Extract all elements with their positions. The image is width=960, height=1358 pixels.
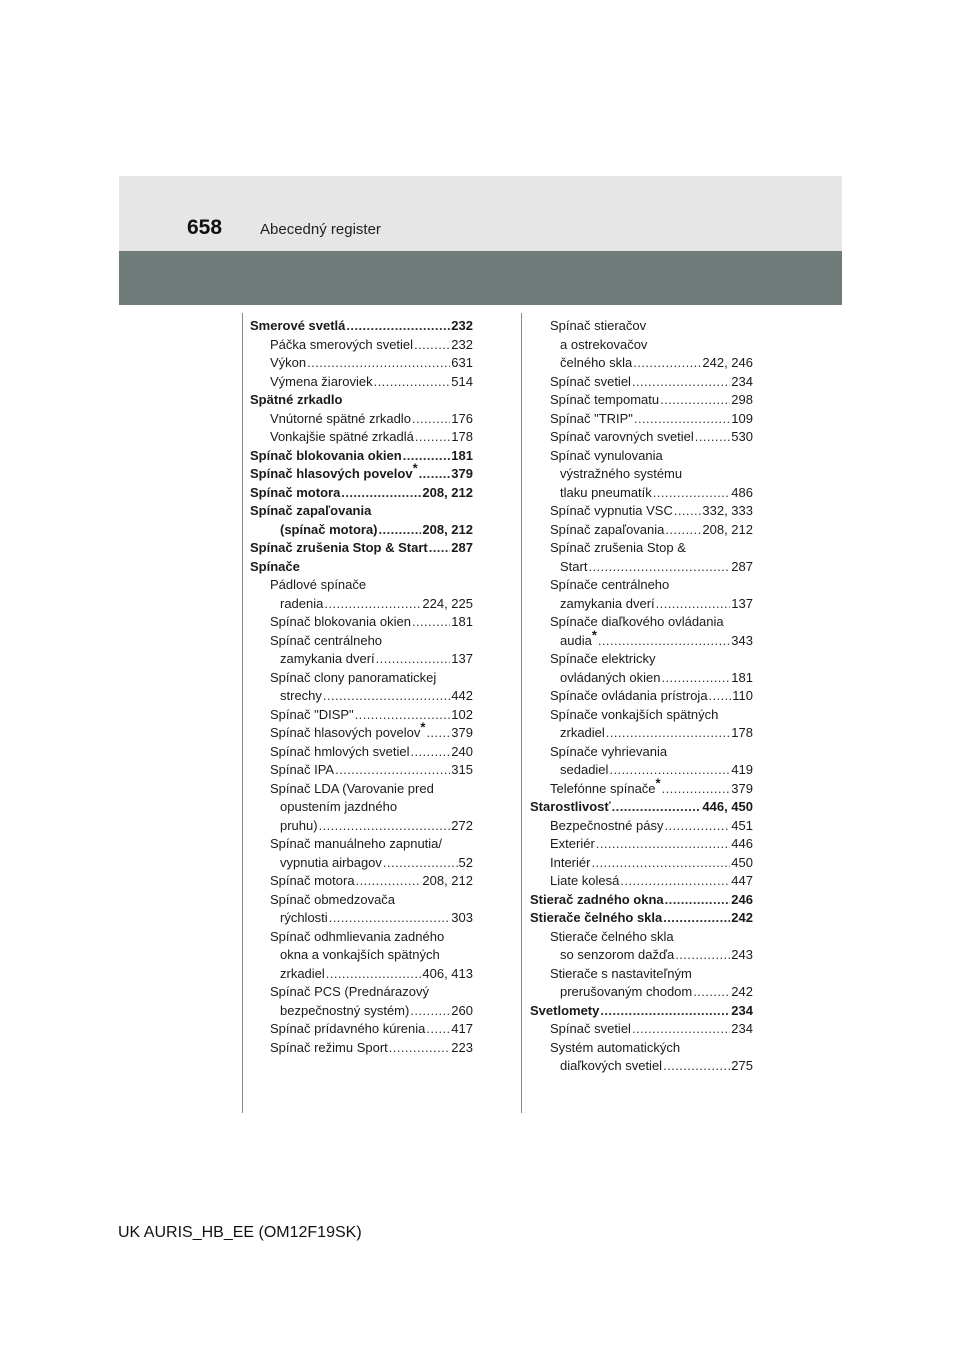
page-reference: 52 xyxy=(458,854,473,870)
index-entry-label: diaľkových svetiel xyxy=(560,1058,663,1073)
dot-leader xyxy=(633,354,701,373)
footnote-asterisk: * xyxy=(420,719,426,735)
index-entry xyxy=(250,447,473,466)
page-reference: 208, 212 xyxy=(422,521,473,537)
index-entry-label: rýchlosti xyxy=(280,910,328,925)
page-reference: 234 xyxy=(731,1002,753,1018)
index-entry xyxy=(530,872,753,891)
index-entry-label: Vonkajšie spätné zrkadlá xyxy=(270,429,414,444)
index-entry xyxy=(530,428,753,447)
index-entry-label: Exteriér xyxy=(550,836,595,851)
index-entry xyxy=(250,1002,473,1021)
index-entry-label: Liate kolesá xyxy=(550,873,620,888)
index-entry-label: zrkadiel xyxy=(560,725,605,740)
index-entry xyxy=(530,502,753,521)
index-entry-label: Stierače čelného skla xyxy=(550,928,674,944)
page-reference: 242 xyxy=(731,910,753,925)
index-entry-label: Spínač zrušenia Stop & Start xyxy=(250,540,428,555)
index-entry-label: zamykania dverí xyxy=(280,651,375,666)
index-entry xyxy=(250,928,473,947)
dot-leader xyxy=(632,373,730,392)
index-entry xyxy=(250,539,473,558)
dot-leader xyxy=(634,410,730,429)
page-reference: 137 xyxy=(451,651,473,666)
index-entry-label: zamykania dverí xyxy=(560,595,655,611)
index-entry xyxy=(250,336,473,355)
index-entry-label: výstražného systému xyxy=(560,466,683,481)
dot-leader xyxy=(656,595,731,614)
index-entry xyxy=(250,817,473,836)
page-reference: 234 xyxy=(731,373,753,389)
index-entry-label: Telefónne spínače* xyxy=(550,775,661,796)
dot-leader xyxy=(335,761,450,780)
page-reference: 208, 212 xyxy=(422,873,473,888)
page-reference: 442 xyxy=(451,688,473,703)
page-reference: 447 xyxy=(731,873,753,888)
page-reference: 406, 413 xyxy=(422,965,473,981)
index-entry xyxy=(530,761,753,780)
index-entry xyxy=(250,484,473,503)
page-reference: 181 xyxy=(451,447,473,463)
index-entry-label: Spínač manuálneho zapnutia/ xyxy=(270,836,443,851)
index-entry xyxy=(530,595,753,614)
index-entry-label: Spínače ovládania prístroja xyxy=(550,688,708,703)
column-divider-left xyxy=(242,313,243,1113)
index-entry xyxy=(530,928,753,947)
index-entry-label: Spínač obmedzovača xyxy=(270,891,396,907)
index-entry xyxy=(530,817,753,836)
index-entry-label: Spínač hlasových povelov* xyxy=(270,719,426,740)
index-entry xyxy=(250,410,473,429)
index-column-right xyxy=(530,317,753,1076)
dot-leader xyxy=(426,1020,450,1039)
page-reference: 451 xyxy=(731,817,753,833)
index-entry-label: Spínač stieračov xyxy=(550,318,647,333)
page-reference: 446, 450 xyxy=(702,799,753,814)
column-divider-right xyxy=(521,313,522,1113)
page-reference: 631 xyxy=(451,355,473,370)
index-entry-label: Interiér xyxy=(550,854,591,870)
index-entry xyxy=(530,854,753,873)
dot-leader xyxy=(588,558,730,577)
page-reference: 181 xyxy=(731,669,753,685)
page-reference: 315 xyxy=(451,762,473,777)
page-reference: 224, 225 xyxy=(422,595,473,611)
dot-leader xyxy=(355,706,451,725)
index-entry-label: Spínač blokovania okien xyxy=(250,447,402,463)
index-entry xyxy=(250,391,473,410)
index-entry xyxy=(530,1057,753,1076)
index-entry xyxy=(250,1020,473,1039)
dot-leader xyxy=(606,724,731,743)
footnote-asterisk: * xyxy=(655,775,661,791)
index-entry xyxy=(530,465,753,484)
dot-leader xyxy=(663,909,730,928)
index-entry-label: Spínač odhmlievania zadného xyxy=(270,928,445,944)
index-entry-label: Výkon xyxy=(270,355,307,370)
dot-leader xyxy=(695,428,731,447)
index-entry xyxy=(530,1039,753,1058)
page-reference: 208, 212 xyxy=(702,521,753,537)
index-entry-label: Spínače vyhrievania xyxy=(550,743,668,759)
page-reference: 287 xyxy=(731,558,753,574)
dot-leader xyxy=(663,1057,730,1076)
index-entry xyxy=(250,595,473,614)
index-entry-label: Výmena žiaroviek xyxy=(270,373,373,389)
footnote-asterisk: * xyxy=(591,627,597,643)
index-entry-label: Spínač zapaľovania xyxy=(250,503,372,518)
index-entry-label: Vnútorné spätné zrkadlo xyxy=(270,410,411,426)
index-entry-label: Stierače s nastaviteľným xyxy=(550,965,692,981)
index-entry xyxy=(530,336,753,355)
index-entry-label: Spínač prídavného kúrenia xyxy=(270,1021,426,1036)
index-entry xyxy=(250,669,473,688)
dot-leader xyxy=(374,373,451,392)
index-entry-label: Pádlové spínače xyxy=(270,577,367,592)
dot-leader xyxy=(319,817,451,836)
index-entry-label: Spínač motora xyxy=(250,484,341,500)
index-entry xyxy=(530,909,753,928)
index-entry xyxy=(250,909,473,928)
page-reference: 232 xyxy=(451,318,473,333)
index-entry xyxy=(250,891,473,910)
index-entry-label: Spínač hlasových povelov* xyxy=(250,460,418,481)
dot-leader xyxy=(662,780,731,799)
index-entry-label: Starostlivosť xyxy=(530,799,611,814)
page-reference: 343 xyxy=(731,632,753,648)
page-reference: 332, 333 xyxy=(702,503,753,518)
page-reference: 242 xyxy=(731,984,753,999)
dot-leader xyxy=(376,650,451,669)
index-entry-label: Spínače diaľkového ovládania xyxy=(550,614,724,629)
dot-leader xyxy=(346,317,450,336)
dot-leader xyxy=(598,632,730,651)
page-reference: 242, 246 xyxy=(702,355,753,370)
index-entry xyxy=(530,724,753,743)
index-entry xyxy=(530,650,753,669)
index-entry xyxy=(530,798,753,817)
dot-leader xyxy=(412,613,450,632)
index-entry xyxy=(250,946,473,965)
index-entry xyxy=(530,743,753,762)
dot-leader xyxy=(609,761,730,780)
page-reference: 260 xyxy=(451,1002,473,1018)
dot-leader xyxy=(661,669,730,688)
page-reference: 102 xyxy=(451,706,473,722)
index-entry-label: Spínač IPA xyxy=(270,762,335,777)
index-entry-label: Spínač vypnutia VSC xyxy=(550,503,673,518)
index-entry-label: Spínač blokovania okien xyxy=(270,614,411,629)
index-entry xyxy=(250,558,473,577)
index-entry-label: vypnutia airbagov xyxy=(280,854,382,870)
index-entry xyxy=(530,983,753,1002)
index-entry-label: Spínač centrálneho xyxy=(270,632,383,648)
index-entry-label: Bezpečnostné pásy xyxy=(550,817,664,833)
dot-leader xyxy=(660,391,730,410)
index-entry xyxy=(250,428,473,447)
dot-leader xyxy=(591,854,730,873)
page-reference: 234 xyxy=(731,1021,753,1036)
index-entry xyxy=(250,502,473,521)
index-entry xyxy=(250,719,473,743)
page-reference: 379 xyxy=(451,466,473,481)
index-entry xyxy=(530,946,753,965)
index-entry-label: prerušovaným chodom xyxy=(560,984,693,999)
dot-leader xyxy=(620,872,730,891)
dot-leader xyxy=(307,354,450,373)
page-reference: 530 xyxy=(731,429,753,444)
page-reference: 137 xyxy=(731,595,753,611)
index-entry xyxy=(250,317,473,336)
dot-leader xyxy=(410,743,450,762)
index-entry-label: so senzorom dažďa xyxy=(560,947,675,962)
page-reference: 208, 212 xyxy=(422,484,473,500)
index-entry xyxy=(530,354,753,373)
index-entry xyxy=(530,447,753,466)
index-entry-label: ovládaných okien xyxy=(560,669,661,685)
index-entry-label: bezpečnostný systém) xyxy=(280,1002,410,1018)
index-entry-label: Svetlomety xyxy=(530,1002,600,1018)
dot-leader xyxy=(323,687,450,706)
index-entry-label: Spínač zapaľovania xyxy=(550,521,665,537)
index-entry xyxy=(530,484,753,503)
dot-leader xyxy=(632,1020,730,1039)
manual-code: UK AURIS_HB_EE (OM12F19SK) xyxy=(118,1224,362,1241)
index-entry xyxy=(530,410,753,429)
dot-leader xyxy=(414,336,450,355)
index-entry xyxy=(530,558,753,577)
page-reference: 181 xyxy=(451,614,473,629)
index-entry-label: Spínač tempomatu xyxy=(550,392,660,407)
index-entry-label: Spínač "TRIP" xyxy=(550,410,633,426)
index-entry-label: Spätné zrkadlo xyxy=(250,392,343,407)
page-reference: 176 xyxy=(451,410,473,426)
page-reference: 298 xyxy=(731,392,753,407)
index-entry-label: Spínače xyxy=(250,558,300,574)
dot-leader xyxy=(675,946,730,965)
dot-leader xyxy=(709,687,732,706)
index-entry xyxy=(530,1020,753,1039)
footnote-asterisk: * xyxy=(412,460,418,476)
index-entry-label: Spínače elektricky xyxy=(550,651,656,666)
page-reference: 275 xyxy=(731,1058,753,1073)
dot-leader xyxy=(664,817,730,836)
index-entry xyxy=(250,576,473,595)
page-reference: 272 xyxy=(451,817,473,833)
header-band xyxy=(119,176,842,251)
page-reference: 178 xyxy=(451,429,473,444)
dot-leader xyxy=(429,539,451,558)
dot-leader xyxy=(426,724,450,743)
index-entry-label: Stierače čelného skla xyxy=(530,910,663,925)
index-entry-label: Spínač PCS (Prednárazový xyxy=(270,984,429,999)
index-entry-label: Spínače centrálneho xyxy=(550,577,670,592)
index-entry-label: okna a vonkajších spätných xyxy=(280,947,440,962)
index-entry-label: strechy xyxy=(280,688,322,703)
index-entry xyxy=(250,983,473,1002)
index-entry-label: tlaku pneumatík xyxy=(560,484,652,500)
index-entry xyxy=(250,632,473,651)
index-entry xyxy=(250,650,473,669)
page-reference: 178 xyxy=(731,725,753,740)
index-entry-label: Spínač motora xyxy=(270,873,355,888)
dot-leader xyxy=(341,484,421,503)
index-entry-label: audia* xyxy=(560,627,597,648)
page-number: 658 xyxy=(187,216,223,239)
index-entry xyxy=(250,354,473,373)
dot-leader xyxy=(674,502,702,521)
index-entry-label: Spínač LDA (Varovanie pred xyxy=(270,780,434,796)
index-entry xyxy=(530,576,753,595)
index-entry xyxy=(530,835,753,854)
page-reference: 110 xyxy=(732,688,753,703)
section-title: Abecedný register xyxy=(260,221,381,238)
page-reference: 450 xyxy=(731,854,753,870)
index-entry xyxy=(250,854,473,873)
index-entry-label: Spínač zrušenia Stop & xyxy=(550,540,686,555)
dot-leader xyxy=(324,595,421,614)
index-entry-label: Stierač zadného okna xyxy=(530,891,664,907)
index-entry-label: Spínače vonkajších spätných xyxy=(550,706,719,722)
page-reference: 109 xyxy=(731,410,753,426)
index-entry xyxy=(530,521,753,540)
header-bar xyxy=(119,251,842,305)
index-entry xyxy=(250,743,473,762)
dot-leader xyxy=(326,965,422,984)
index-entry xyxy=(250,687,473,706)
index-entry xyxy=(250,521,473,540)
dot-leader xyxy=(356,872,422,891)
index-entry-label: Spínač hmlových svetiel xyxy=(270,743,410,759)
index-entry-label: Spínač "DISP" xyxy=(270,706,354,722)
index-entry-label: radenia xyxy=(280,595,324,611)
index-entry xyxy=(530,613,753,632)
index-entry xyxy=(530,706,753,725)
index-entry-label: sedadiel xyxy=(560,762,609,777)
index-entry xyxy=(530,373,753,392)
dot-leader xyxy=(412,410,450,429)
dot-leader xyxy=(410,1002,450,1021)
index-entry-label: Spínač vynulovania xyxy=(550,447,663,463)
page-reference: 223 xyxy=(451,1039,473,1055)
index-entry xyxy=(250,780,473,799)
index-entry xyxy=(250,835,473,854)
index-entry xyxy=(250,965,473,984)
dot-leader xyxy=(665,521,701,540)
dot-leader xyxy=(653,484,731,503)
index-entry-label: Spínač svetiel xyxy=(550,373,631,389)
page-reference: 240 xyxy=(451,743,473,759)
dot-leader xyxy=(415,428,450,447)
index-entry xyxy=(530,627,753,651)
index-entry xyxy=(250,1039,473,1058)
index-entry-label: (spínač motora) xyxy=(280,521,378,537)
page-reference: 243 xyxy=(731,947,753,962)
page-reference: 417 xyxy=(451,1021,473,1036)
dot-leader xyxy=(419,465,451,484)
index-entry-label: a ostrekovačov xyxy=(560,336,648,352)
page-reference: 446 xyxy=(731,836,753,851)
dot-leader xyxy=(329,909,451,928)
index-entry xyxy=(250,706,473,725)
index-entry xyxy=(530,669,753,688)
dot-leader xyxy=(600,1002,730,1021)
index-entry-label: Start xyxy=(560,558,588,574)
page-reference: 232 xyxy=(451,336,473,352)
index-entry xyxy=(530,317,753,336)
index-entry-label: Spínač svetiel xyxy=(550,1021,631,1036)
index-entry-label: Spínač varovných svetiel xyxy=(550,429,694,444)
index-entry-label: čelného skla xyxy=(560,355,633,370)
page-reference: 303 xyxy=(451,910,473,925)
index-entry-label: zrkadiel xyxy=(280,965,325,981)
index-entry xyxy=(530,1002,753,1021)
dot-leader xyxy=(389,1039,451,1058)
page-reference: 514 xyxy=(451,373,473,389)
index-entry xyxy=(530,539,753,558)
index-entry-label: Páčka smerových svetiel xyxy=(270,336,414,352)
index-entry xyxy=(250,460,473,484)
dot-leader xyxy=(403,447,451,466)
page-reference: 419 xyxy=(731,762,753,777)
dot-leader xyxy=(383,854,458,873)
index-entry xyxy=(250,872,473,891)
index-entry xyxy=(250,761,473,780)
index-entry xyxy=(250,373,473,392)
page-reference: 486 xyxy=(731,484,753,500)
index-entry-label: Spínač clony panoramatickej xyxy=(270,669,437,685)
page-reference: 379 xyxy=(451,725,473,740)
index-entry xyxy=(530,965,753,984)
dot-leader xyxy=(612,798,702,817)
index-entry xyxy=(530,391,753,410)
index-column-left xyxy=(250,317,473,1057)
index-entry xyxy=(530,891,753,910)
index-entry-label: Smerové svetlá xyxy=(250,318,346,333)
index-entry-label: Systém automatických xyxy=(550,1039,681,1055)
index-entry xyxy=(530,775,753,799)
index-entry-label: pruhu) xyxy=(280,817,318,833)
dot-leader xyxy=(379,521,422,540)
page-reference: 379 xyxy=(731,780,753,796)
page-reference: 246 xyxy=(731,891,753,907)
index-entry xyxy=(530,687,753,706)
index-entry xyxy=(250,613,473,632)
index-entry xyxy=(250,798,473,817)
dot-leader xyxy=(596,835,731,854)
index-entry-label: Spínač režimu Sport xyxy=(270,1039,388,1055)
dot-leader xyxy=(665,891,731,910)
index-entry-label: opustením jazdného xyxy=(280,799,398,814)
page-reference: 287 xyxy=(451,540,473,555)
dot-leader xyxy=(693,983,730,1002)
